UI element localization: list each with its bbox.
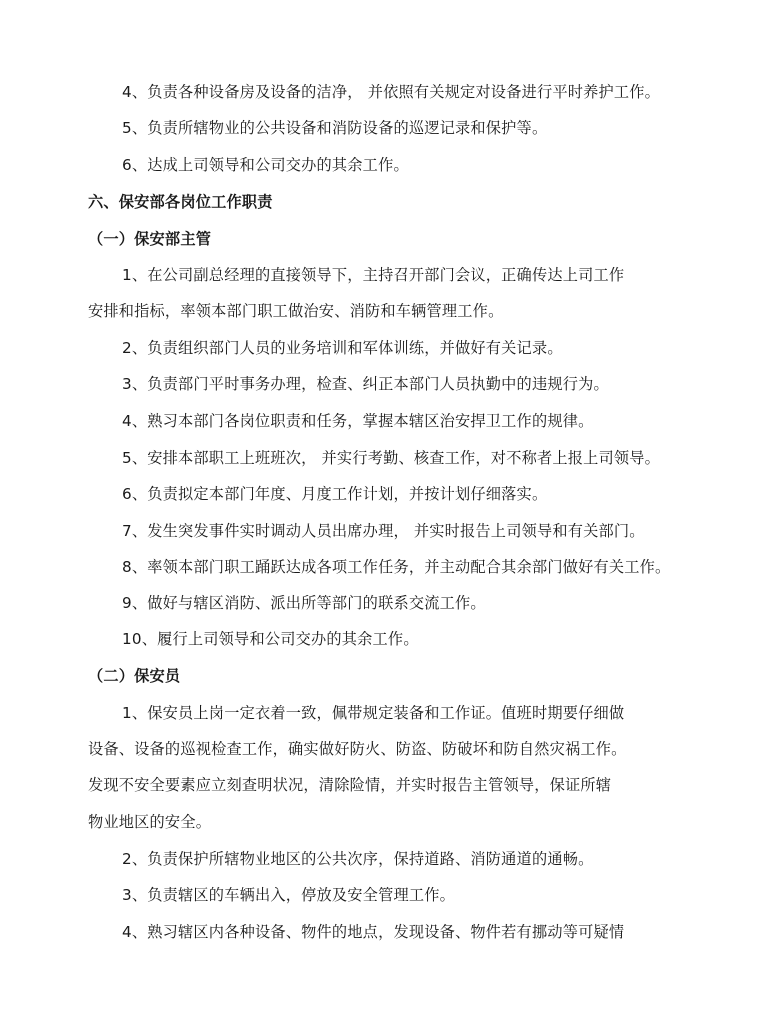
text-line-item-4-cleaning: 4、负责各种设备房及设备的洁净， 并依照有关规定对设备进行平时养护工作。 bbox=[122, 83, 661, 101]
text-line-guard-4: 4、熟习辖区内各种设备、物件的地点，发现设备、物件若有挪动等可疑情 bbox=[122, 923, 625, 941]
text-line-guard-1d: 物业地区的安全。 bbox=[88, 813, 212, 831]
text-line-supervisor-8: 8、率领本部门职工踊跃达成各项工作任务，并主动配合其余部门做好有关工作。 bbox=[122, 558, 671, 576]
text-line-supervisor-9: 9、做好与辖区消防、派出所等部门的联系交流工作。 bbox=[122, 594, 486, 612]
text-line-supervisor-5: 5、安排本部职工上班班次， 并实行考勤、核查工作，对不称者上报上司领导。 bbox=[122, 449, 661, 467]
section-heading-security-duties: 六、保安部各岗位工作职责 bbox=[88, 193, 273, 211]
text-line-supervisor-1b: 安排和指标，率领本部门职工做治安、消防和车辆管理工作。 bbox=[88, 302, 504, 320]
text-line-supervisor-7: 7、发生突发事件实时调动人员出席办理， 并实时报告上司领导和有关部门。 bbox=[122, 522, 645, 540]
text-line-item-6-other: 6、达成上司领导和公司交办的其余工作。 bbox=[122, 156, 409, 174]
text-line-guard-2: 2、负责保护所辖物业地区的公共次序，保持道路、消防通道的通畅。 bbox=[122, 850, 594, 868]
text-line-supervisor-1a: 1、在公司副总经理的直接领导下，主持召开部门会议，正确传达上司工作 bbox=[122, 266, 625, 284]
text-line-supervisor-2: 2、负责组织部门人员的业务培训和军体训练，并做好有关记录。 bbox=[122, 339, 563, 357]
text-line-guard-3: 3、负责辖区的车辆出入，停放及安全管理工作。 bbox=[122, 886, 456, 904]
subsection-heading-guard: （二）保安员 bbox=[88, 667, 181, 685]
text-line-guard-1a: 1、保安员上岗一定衣着一致，佩带规定装备和工作证。值班时期要仔细做 bbox=[122, 704, 625, 722]
text-line-supervisor-10: 10、履行上司领导和公司交办的其余工作。 bbox=[122, 630, 419, 648]
text-line-supervisor-6: 6、负责拟定本部门年度、月度工作计划，并按计划仔细落实。 bbox=[122, 485, 548, 503]
text-line-supervisor-3: 3、负责部门平时事务办理，检查、纠正本部门人员执勤中的违规行为。 bbox=[122, 375, 609, 393]
subsection-heading-supervisor: （一）保安部主管 bbox=[88, 230, 212, 248]
text-line-item-5-patrol: 5、负责所辖物业的公共设备和消防设备的巡逻记录和保护等。 bbox=[122, 119, 548, 137]
text-line-guard-1c: 发现不安全要素应立刻查明状况，清除险情，并实时报告主管领导，保证所辖 bbox=[88, 776, 612, 794]
text-line-guard-1b: 设备、设备的巡视检查工作，确实做好防火、防盗、防破坏和防自然灾祸工作。 bbox=[88, 740, 627, 758]
text-line-supervisor-4: 4、熟习本部门各岗位职责和任务，掌握本辖区治安捍卫工作的规律。 bbox=[122, 412, 594, 430]
